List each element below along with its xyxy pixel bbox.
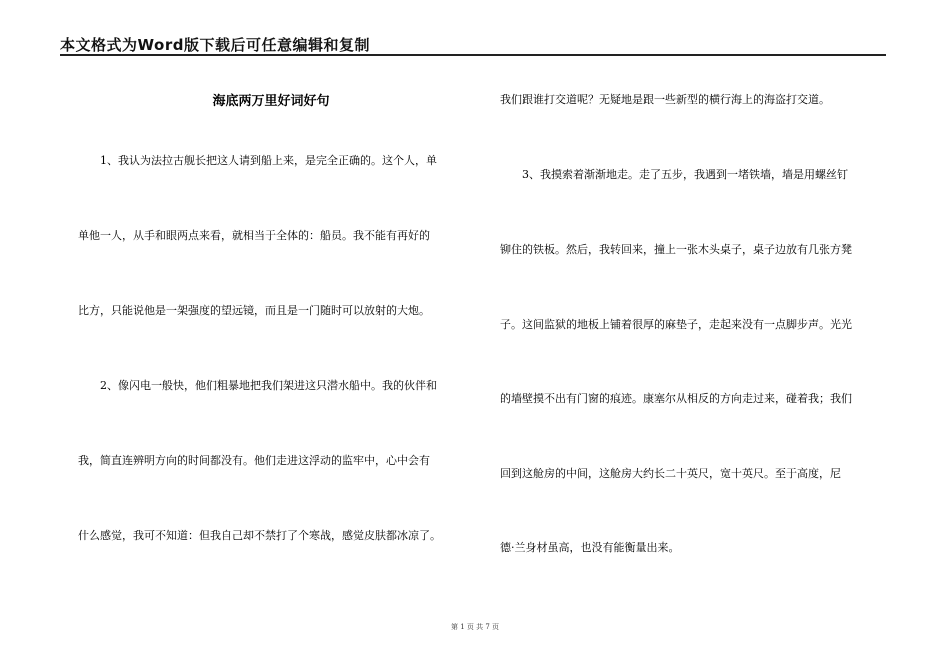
- document-header: 本文格式为Word版下载后可任意编辑和复制: [60, 36, 370, 54]
- right-line-3: 铆住的铁板。然后，我转回来，撞上一张木头桌子，桌子边放有几张方凳: [500, 243, 852, 256]
- right-line-4: 子。这间监狱的地板上铺着很厚的麻垫子，走起来没有一点脚步声。光光: [500, 318, 852, 331]
- right-line-2: 3、我摸索着渐渐地走。走了五步，我遇到一堵铁墙，墙是用螺丝钉: [522, 168, 848, 181]
- left-line-4: 2、像闪电一般快，他们粗暴地把我们架进这只潜水船中。我的伙伴和: [100, 379, 437, 392]
- header-divider: [60, 54, 886, 56]
- page-number: 第 1 页 共 7 页: [450, 623, 500, 631]
- left-line-6: 什么感觉，我可不知道：但我自己却不禁打了个寒战，感觉皮肤都冰凉了。: [78, 529, 441, 542]
- left-line-1: 1、我认为法拉古舰长把这人请到船上来，是完全正确的。这个人，单: [100, 154, 437, 167]
- left-line-5: 我，简直连辨明方向的时间都没有。他们走进这浮动的监牢中，心中会有: [78, 454, 430, 467]
- left-line-3: 比方，只能说他是一架强度的望远镜，而且是一门随时可以放射的大炮。: [78, 304, 430, 317]
- document-title: 海底两万里好词好句: [212, 94, 330, 109]
- right-line-6: 回到这舱房的中间，这舱房大约长二十英尺，宽十英尺。至于高度，尼: [500, 467, 841, 480]
- right-line-1: 我们跟谁打交道呢？无疑地是跟一些新型的横行海上的海盗打交道。: [500, 93, 830, 106]
- right-line-5: 的墙壁摸不出有门窗的痕迹。康塞尔从相反的方向走过来，碰着我；我们: [500, 392, 852, 405]
- right-line-7: 德·兰身材虽高，也没有能衡量出来。: [500, 541, 680, 554]
- left-line-2: 单他一人，从手和眼两点来看，就相当于全体的：船员。我不能有再好的: [78, 229, 430, 242]
